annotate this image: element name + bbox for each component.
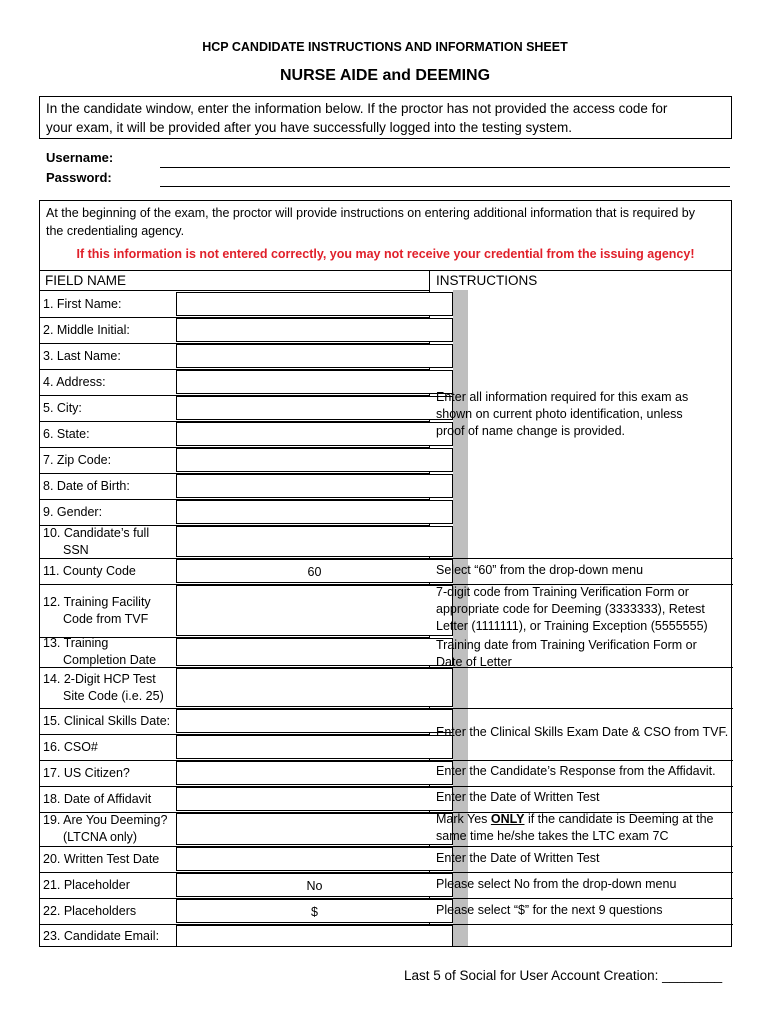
instruction-deeming: Mark Yes ONLY if the candidate is Deeming at the same time he/she takes the LTC exam 7C	[436, 812, 714, 843]
field-label: 13. Training Completion Date	[43, 636, 157, 667]
field-label: 15. Clinical Skills Date:	[43, 713, 171, 728]
field-label: 5. City:	[43, 400, 82, 415]
field-label: 19. Are You Deeming? (LTCNA only)	[43, 813, 168, 844]
field-label: 12. Training Facility Code from TVF	[43, 594, 151, 626]
field-label: 11. County Code	[43, 563, 136, 578]
field-label: 20. Written Test Date	[43, 851, 160, 866]
instruction-training-date: Training date from Training Verification Form or Date of Letter	[436, 638, 697, 669]
document-subtitle: NURSE AIDE and DEEMING	[279, 67, 491, 84]
field-input[interactable]	[176, 761, 453, 785]
instruction-citizen: Enter the Candidate’s Response from the Affidavit.	[436, 764, 716, 778]
field-input[interactable]	[176, 668, 453, 707]
field-input[interactable]	[176, 709, 453, 733]
instruction-name-block: Enter all information required for this exam as shown on current photo identification, unless proof of name change is provided.	[436, 390, 689, 438]
password-line[interactable]	[160, 186, 730, 187]
field-input[interactable]	[176, 813, 453, 845]
username-line[interactable]	[160, 167, 730, 168]
field-label: 23. Candidate Email:	[43, 928, 160, 943]
instruction-affidavit: Enter the Date of Written Test	[436, 790, 600, 804]
instruction-clinical: Enter the Clinical Skills Exam Date & CSO from TVF.	[436, 725, 729, 739]
field-label: 8. Date of Birth:	[43, 478, 130, 493]
field-label: 7. Zip Code:	[43, 452, 112, 467]
instruction-placeholders: Please select “$” for the next 9 questions	[436, 903, 663, 917]
field-input[interactable]	[176, 474, 453, 498]
field-input[interactable]	[176, 396, 453, 420]
footer-ssn-line: Last 5 of Social for User Account Creation: ________	[404, 968, 723, 983]
password-label: Password:	[46, 170, 112, 185]
field-label: 17. US Citizen?	[43, 765, 130, 780]
instruction-county: Select “60” from the drop-down menu	[436, 563, 644, 577]
field-input[interactable]	[176, 585, 453, 636]
warning-text: If this information is not entered correctly, you may not receive your credential from the issuing agency!	[76, 247, 695, 261]
field-label: 1. First Name:	[43, 296, 122, 311]
intro-line-2: your exam, it will be provided after you have successfully logged into the testing system.	[46, 120, 573, 135]
header-instructions: INSTRUCTIONS	[436, 273, 538, 288]
field-input[interactable]	[176, 422, 453, 446]
field-input[interactable]	[176, 318, 453, 342]
field-input[interactable]	[176, 344, 453, 368]
field-input[interactable]	[176, 370, 453, 394]
field-input[interactable]	[176, 847, 453, 871]
field-label: 2. Middle Initial:	[43, 322, 130, 337]
field-label: 10. Candidate’s full SSN	[43, 525, 150, 557]
field-input[interactable]: No	[176, 873, 453, 897]
field-label: 3. Last Name:	[43, 348, 121, 363]
instruction-written: Enter the Date of Written Test	[436, 851, 600, 865]
instruction-placeholder: Please select No from the drop-down menu	[436, 877, 677, 891]
field-input[interactable]	[176, 500, 453, 524]
field-label: 22. Placeholders	[43, 903, 137, 918]
notice-line-2: the credentialing agency.	[46, 224, 185, 238]
document-title: HCP CANDIDATE INSTRUCTIONS AND INFORMATION SHEET	[202, 40, 568, 54]
field-label: 6. State:	[43, 426, 90, 441]
field-input[interactable]	[176, 448, 453, 472]
notice-line-1: At the beginning of the exam, the proctor will provide instructions on entering additional information that is required by	[46, 206, 695, 220]
field-label: 16. CSO#	[43, 739, 98, 754]
field-input[interactable]	[176, 526, 453, 557]
field-input[interactable]	[176, 735, 453, 759]
field-input[interactable]: 60	[176, 559, 453, 583]
field-label: 9. Gender:	[43, 504, 103, 519]
notice-box	[39, 200, 732, 270]
field-input[interactable]	[176, 787, 453, 811]
field-input[interactable]: $	[176, 899, 453, 923]
field-input[interactable]	[176, 638, 453, 666]
field-label: 4. Address:	[43, 374, 106, 389]
header-field-name: FIELD NAME	[45, 273, 127, 288]
field-input[interactable]	[176, 292, 453, 316]
username-label: Username:	[46, 150, 114, 165]
instruction-training-facility: 7-digit code from Training Verification Form or appropriate code for Deeming (3333333), Retest Letter (1111111), or Training Exception (5555555)	[436, 585, 708, 633]
intro-box	[39, 96, 732, 139]
field-label: 18. Date of Affidavit	[43, 791, 152, 806]
field-input[interactable]	[176, 925, 453, 947]
field-label: 14. 2-Digit HCP Test Site Code (i.e. 25)	[43, 671, 164, 703]
intro-line-1: In the candidate window, enter the information below. If the proctor has not provided the access code for	[46, 101, 668, 116]
field-label: 21. Placeholder	[43, 877, 130, 892]
field-table	[39, 270, 732, 947]
